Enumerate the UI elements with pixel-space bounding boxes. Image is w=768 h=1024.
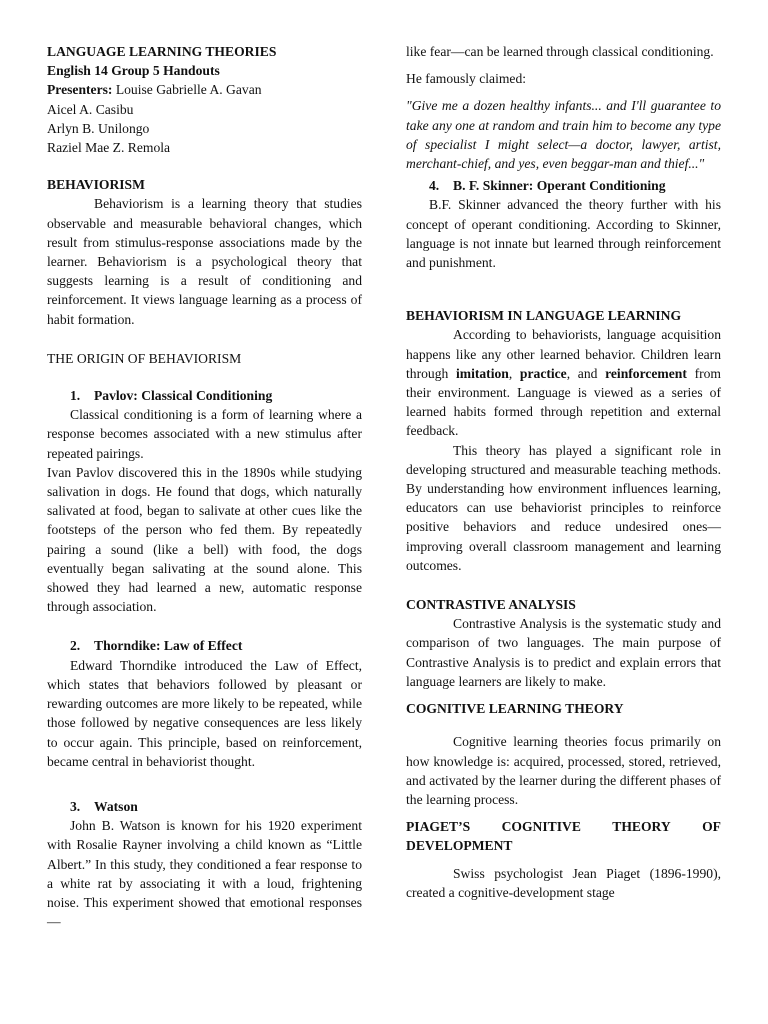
presenters-line [47,80,362,99]
language-learning-text: from their environment. Language is viewed as a series of learned habits formed through repetition and external feedback. [406,365,721,439]
keyword-imitation: imitation [455,365,509,381]
document-title: LANGUAGE LEARNING THEORIES [47,44,277,59]
language-learning-text: According to behaviorists, language acquisition happens like any other learned behavior. Children learn through [406,327,721,381]
language-learning-paragraph-1 [406,325,721,440]
watson-heading [47,797,362,816]
keyword-separator: , [508,365,513,381]
skinner-heading [406,176,721,195]
right-column [406,42,721,902]
pavlov-title: Pavlov: Classical Conditioning [94,388,273,404]
watson-paragraph: John B. Watson is known for his 1920 experiment with Rosalie Rayner involving a child known as “Little Albert.” In this study, they conditioned a fear response to a white rat by associating it with a loud, frightening noise. This experiment showed that emotional responses— [47,818,362,930]
piaget-heading-word: THEORY [612,819,671,835]
skinner-number: 4. [429,178,440,194]
piaget-heading-line-2: DEVELOPMENT [406,838,513,854]
skinner-paragraph: B.F. Skinner advanced the theory further with his concept of operant conditioning. According to Skinner, language is not innate but learned through reinforcement and punishment. [406,197,721,271]
watson-title: Watson [94,798,138,814]
pavlov-heading [47,386,362,405]
language-learning-paragraph-2: This theory has played a significant role in developing structured and measurable teaching methods. By understanding how environment influences learning, educators can use behaviorist principles to reinforce positive behaviors and reduce undesired ones—improving overall classroom management and learning outcomes. [406,442,721,573]
behaviorism-heading: BEHAVIORISM [47,177,145,193]
contrastive-heading: CONTRASTIVE ANALYSIS [406,597,576,613]
piaget-paragraph: Swiss psychologist Jean Piaget (1896-1990), created a cognitive-development stage [406,865,721,900]
keyword-reinforcement: reinforcement [605,365,687,381]
cognitive-heading: COGNITIVE LEARNING THEORY [406,701,624,717]
piaget-heading-word: COGNITIVE [501,819,581,835]
behaviorism-body: Behaviorism is a learning theory that studies observable and measurable behavioral changes, which result from stimulus-response associations made by the learner. Behaviorism is a psychological theory that suggests learning is a result of conditioning and reinforcement. It views language learning as a process of habit formation. [47,196,362,327]
watson-paragraph-continued: like fear—can be learned through classical conditioning. [406,44,714,59]
presenter-name: Arlyn B. Unilongo [47,120,150,136]
presenter-name: Aicel A. Casibu [47,101,134,117]
cognitive-paragraph: Cognitive learning theories focus primarily on how knowledge is: acquired, processed, stored, retrieved, and activated by the learner during the different phases of the learning process. [406,734,721,807]
piaget-heading [406,817,721,836]
presenter-name: Louise Gabrielle A. Gavan [115,82,262,98]
pavlov-number: 1. [70,388,81,404]
language-learning-heading: BEHAVIORISM IN LANGUAGE LEARNING [406,308,682,324]
presenters-label: Presenters: [47,82,113,98]
watson-quote: "Give me a dozen healthy infants... and I'll guarantee to take any one at random and train him to become any type of specialist I might select—a doctor, lawyer, artist, merchant-chief, and yes, even beggar-man and thief..." [406,98,721,172]
left-column [47,42,362,931]
thorndike-heading [47,636,362,655]
piaget-heading-word: PIAGET’S [406,819,471,835]
keyword-practice: practice [519,365,567,381]
watson-number: 3. [70,798,81,814]
skinner-title: B. F. Skinner: Operant Conditioning [453,178,666,194]
origin-heading: THE ORIGIN OF BEHAVIORISM [47,350,242,366]
pavlov-paragraph-1: Classical conditioning is a form of learning where a response becomes associated with a new stimulus after repeated pairings. [47,407,362,461]
document-subtitle: English 14 Group 5 Handouts [47,63,220,79]
keyword-separator: , and [566,365,598,381]
pavlov-paragraph-2: Ivan Pavlov discovered this in the 1890s while studying salivation in dogs. He found that dogs, which naturally salivated at food, began to salivate at other cues like the footsteps of the person who fed them. By repeatedly pairing a sound (like a bell) with food, the dogs eventually began salivating at the sound alone. This showed they had learned a new, automatic response through association. [47,464,362,615]
watson-claim: He famously claimed: [406,71,527,87]
thorndike-number: 2. [70,638,81,654]
thorndike-paragraph: Edward Thorndike introduced the Law of Effect, which states that behaviors followed by pleasant or rewarding outcomes are more likely to be repeated, while those followed by negative consequences are less likely to occur again. This principle, based on reinforcement, became central in behaviorist thought. [47,657,362,769]
contrastive-paragraph: Contrastive Analysis is the systematic study and comparison of two languages. The main purpose of Contrastive Analysis is to predict and explain errors that language learners are likely to make. [406,616,721,689]
thorndike-title: Thorndike: Law of Effect [94,638,243,654]
presenter-name: Raziel Mae Z. Remola [47,140,171,156]
piaget-heading-word: OF [702,819,721,835]
